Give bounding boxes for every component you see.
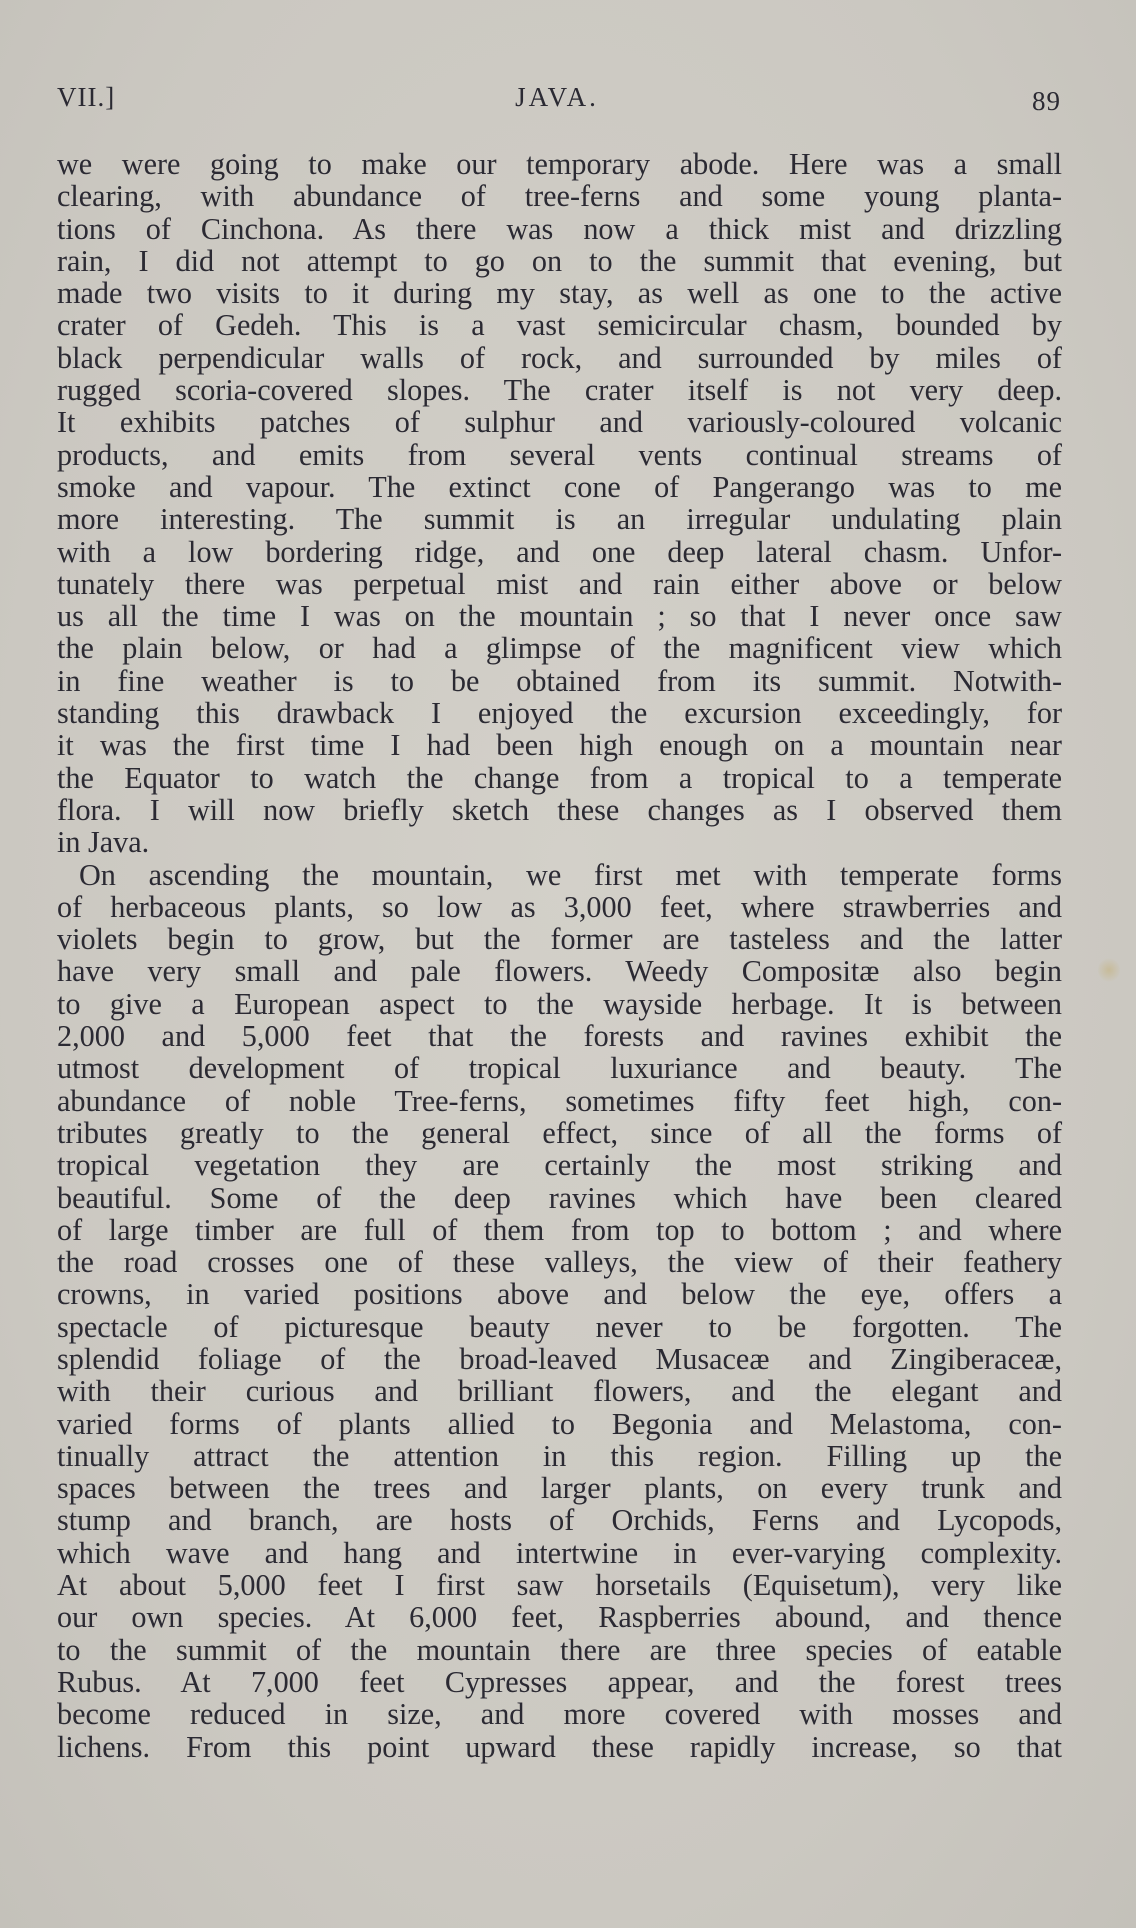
text-line: standing this drawback I enjoyed the excursion exceedingly, for — [57, 696, 1062, 731]
text-line: spaces between the trees and larger plants, on every trunk and — [57, 1471, 1062, 1506]
text-line: On ascending the mountain, we first met with temperate forms — [79, 857, 1062, 892]
page-number: 89 — [1032, 86, 1061, 116]
text-line: 2,000 and 5,000 feet that the forests and ravines exhibit the — [57, 1019, 1062, 1054]
text-line: the Equator to watch the change from a tropical to a temperate — [57, 760, 1062, 795]
text-line: the plain below, or had a glimpse of the magnificent view which — [57, 631, 1062, 666]
text-line: splendid foliage of the broad-leaved Musaceæ and Zingiberaceæ, — [57, 1341, 1062, 1376]
text-line: violets begin to grow, but the former are tasteless and the latter — [57, 922, 1062, 957]
text-line: of herbaceous plants, so low as 3,000 feet, where strawberries and — [57, 889, 1062, 924]
text-line: more interesting. The summit is an irregular undulating plain — [57, 502, 1062, 537]
chapter-marker: VII.] — [57, 82, 116, 112]
text-line: us all the time I was on the mountain ; so that I never once saw — [57, 599, 1062, 634]
running-title: JAVA. — [515, 82, 599, 112]
text-line: beautiful. Some of the deep ravines which have been cleared — [57, 1180, 1062, 1215]
text-line: to give a European aspect to the wayside herbage. It is between — [57, 986, 1062, 1021]
text-line: with a low bordering ridge, and one deep lateral chasm. Unfor- — [57, 534, 1062, 569]
body-text — [57, 148, 1062, 1763]
text-line: lichens. From this point upward these rapidly increase, so that — [57, 1729, 1062, 1764]
text-line: in Java. — [57, 825, 150, 860]
text-line: tropical vegetation they are certainly the most striking and — [57, 1148, 1062, 1183]
text-line: rugged scoria-covered slopes. The crater itself is not very deep. — [57, 373, 1062, 408]
text-line: of large timber are full of them from top to bottom ; and where — [57, 1212, 1062, 1247]
text-line: with their curious and brilliant flowers, and the elegant and — [57, 1374, 1062, 1409]
text-line: At about 5,000 feet I first saw horsetails (Equisetum), very like — [57, 1568, 1062, 1603]
text-line: tunately there was perpetual mist and rain either above or below — [57, 566, 1062, 601]
text-line: clearing, with abundance of tree-ferns and some young planta- — [57, 179, 1062, 214]
text-line: we were going to make our temporary abode. Here was a small — [57, 147, 1062, 181]
text-line: which wave and hang and intertwine in ever-varying complexity. — [57, 1535, 1062, 1570]
running-head — [57, 82, 1061, 122]
text-line: have very small and pale flowers. Weedy Compositæ also begin — [57, 954, 1062, 989]
text-line: it was the first time I had been high enough on a mountain near — [57, 728, 1062, 763]
text-line: tions of Cinchona. As there was now a thick mist and drizzling — [57, 211, 1062, 246]
paragraph — [57, 148, 1062, 859]
text-line: varied forms of plants allied to Begonia and Melastoma, con- — [57, 1406, 1062, 1441]
text-line: utmost development of tropical luxuriance and beauty. The — [57, 1051, 1062, 1086]
text-line: tinually attract the attention in this region. Filling up the — [57, 1438, 1062, 1473]
text-line: the road crosses one of these valleys, the view of their feathery — [57, 1245, 1062, 1280]
text-line: crater of Gedeh. This is a vast semicircular chasm, bounded by — [57, 308, 1062, 343]
text-line: black perpendicular walls of rock, and surrounded by miles of — [57, 340, 1062, 375]
text-line: our own species. At 6,000 feet, Raspberries abound, and thence — [57, 1600, 1062, 1635]
text-line: products, and emits from several vents continual streams of — [57, 437, 1062, 472]
text-line: flora. I will now briefly sketch these changes as I observed them — [57, 792, 1062, 827]
text-line: crowns, in varied positions above and below the eye, offers a — [57, 1277, 1062, 1312]
text-line: become reduced in size, and more covered with mosses and — [57, 1697, 1062, 1732]
text-line: tributes greatly to the general effect, since of all the forms of — [57, 1115, 1062, 1150]
paper-stain — [1098, 958, 1120, 982]
text-line: stump and branch, are hosts of Orchids, Ferns and Lycopods, — [57, 1503, 1062, 1538]
text-line: to the summit of the mountain there are three species of eatable — [57, 1632, 1062, 1667]
text-line: abundance of noble Tree-ferns, sometimes fifty feet high, con- — [57, 1083, 1062, 1118]
text-line: Rubus. At 7,000 feet Cypresses appear, and the forest trees — [57, 1664, 1062, 1699]
text-line: It exhibits patches of sulphur and variously-coloured volcanic — [57, 405, 1062, 440]
text-line: in fine weather is to be obtained from its summit. Notwith- — [57, 663, 1062, 698]
paragraph — [57, 859, 1062, 1763]
text-line: spectacle of picturesque beauty never to be forgotten. The — [57, 1309, 1062, 1344]
text-line: rain, I did not attempt to go on to the summit that evening, but — [57, 243, 1062, 278]
text-line: smoke and vapour. The extinct cone of Pangerango was to me — [57, 469, 1062, 504]
text-line: made two visits to it during my stay, as well as one to the active — [57, 276, 1062, 311]
